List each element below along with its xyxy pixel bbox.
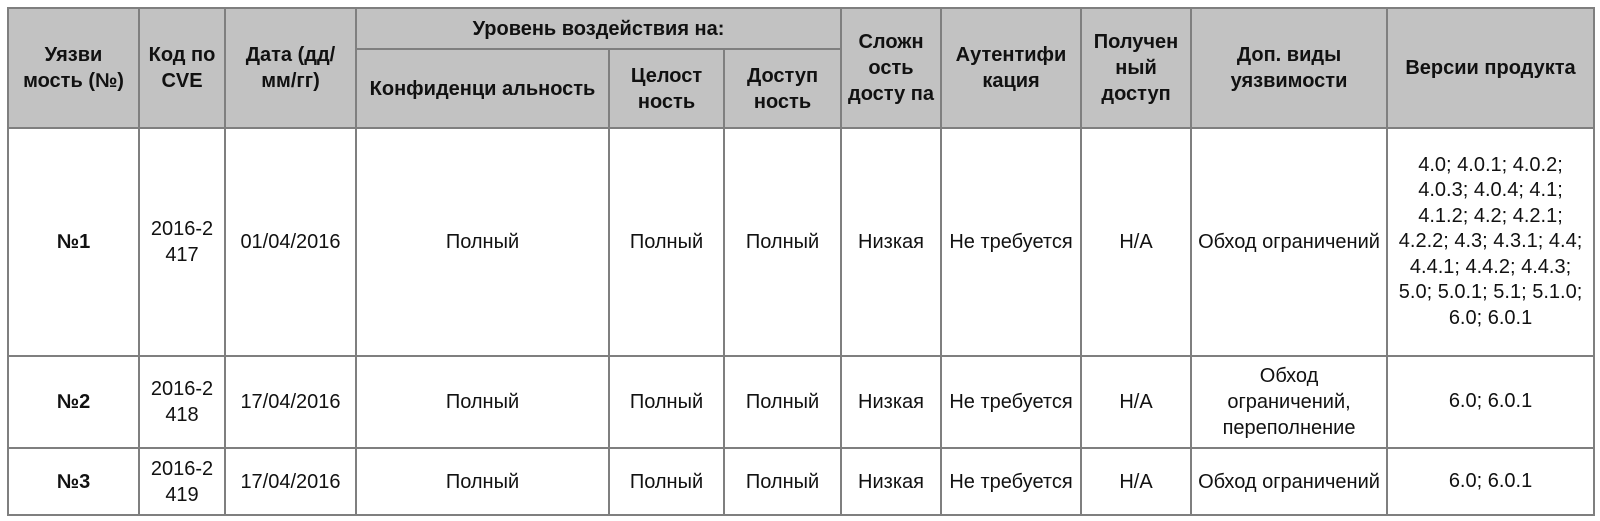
header-impact-group: Уровень воздействия на: <box>356 8 841 49</box>
cell-vuln: №3 <box>8 448 139 515</box>
cell-access: Н/А <box>1081 128 1191 356</box>
header-availability: Доступ ность <box>724 49 841 128</box>
cell-integrity: Полный <box>609 128 724 356</box>
header-date: Дата (дд/ мм/гг) <box>225 8 356 128</box>
table-row <box>8 128 1594 356</box>
cell-availability: Полный <box>724 128 841 356</box>
cell-complexity: Низкая <box>841 128 941 356</box>
table-header <box>8 8 1594 128</box>
cell-auth: Не требуется <box>941 128 1081 356</box>
cell-availability: Полный <box>724 356 841 448</box>
cell-cve: 2016-2 417 <box>139 128 225 356</box>
cell-access: Н/А <box>1081 356 1191 448</box>
header-auth: Аутентифи кация <box>941 8 1081 128</box>
header-confidentiality: Конфиденци альность <box>356 49 609 128</box>
cell-complexity: Низкая <box>841 356 941 448</box>
cell-versions: 6.0; 6.0.1 <box>1387 356 1594 448</box>
cell-confidentiality: Полный <box>356 448 609 515</box>
cell-confidentiality: Полный <box>356 128 609 356</box>
cell-date: 17/04/2016 <box>225 356 356 448</box>
cell-auth: Не требуется <box>941 448 1081 515</box>
table-body <box>8 128 1594 515</box>
header-vuln: Уязви мость (№) <box>8 8 139 128</box>
header-cve: Код по CVE <box>139 8 225 128</box>
cell-auth: Не требуется <box>941 356 1081 448</box>
cell-types: Обход ограничений <box>1191 128 1387 356</box>
header-integrity: Целост ность <box>609 49 724 128</box>
cell-complexity: Низкая <box>841 448 941 515</box>
cell-integrity: Полный <box>609 356 724 448</box>
cell-integrity: Полный <box>609 448 724 515</box>
cell-vuln: №1 <box>8 128 139 356</box>
cell-date: 17/04/2016 <box>225 448 356 515</box>
cell-access: Н/А <box>1081 448 1191 515</box>
cell-vuln: №2 <box>8 356 139 448</box>
table-row <box>8 448 1594 515</box>
cell-availability: Полный <box>724 448 841 515</box>
vulnerability-table <box>7 7 1595 516</box>
cell-versions: 6.0; 6.0.1 <box>1387 448 1594 515</box>
cell-types: Обход ограничений <box>1191 448 1387 515</box>
header-access: Получен ный доступ <box>1081 8 1191 128</box>
cell-confidentiality: Полный <box>356 356 609 448</box>
cell-cve: 2016-2 418 <box>139 356 225 448</box>
table-row <box>8 356 1594 448</box>
header-versions: Версии продукта <box>1387 8 1594 128</box>
header-complexity: Сложн ость досту па <box>841 8 941 128</box>
cell-date: 01/04/2016 <box>225 128 356 356</box>
cell-types: Обход ограничений, переполнение <box>1191 356 1387 448</box>
header-types: Доп. виды уязвимости <box>1191 8 1387 128</box>
cell-versions: 4.0; 4.0.1; 4.0.2; 4.0.3; 4.0.4; 4.1; 4.1.2; 4.2; 4.2.1; 4.2.2; 4.3; 4.3.1; 4.4; 4.4.1; 4.4.2; 4.4.3; 5.0; 5.0.1; 5.1; 5.1.0; 6.0; 6.0.1 <box>1387 128 1594 356</box>
cell-cve: 2016-2 419 <box>139 448 225 515</box>
